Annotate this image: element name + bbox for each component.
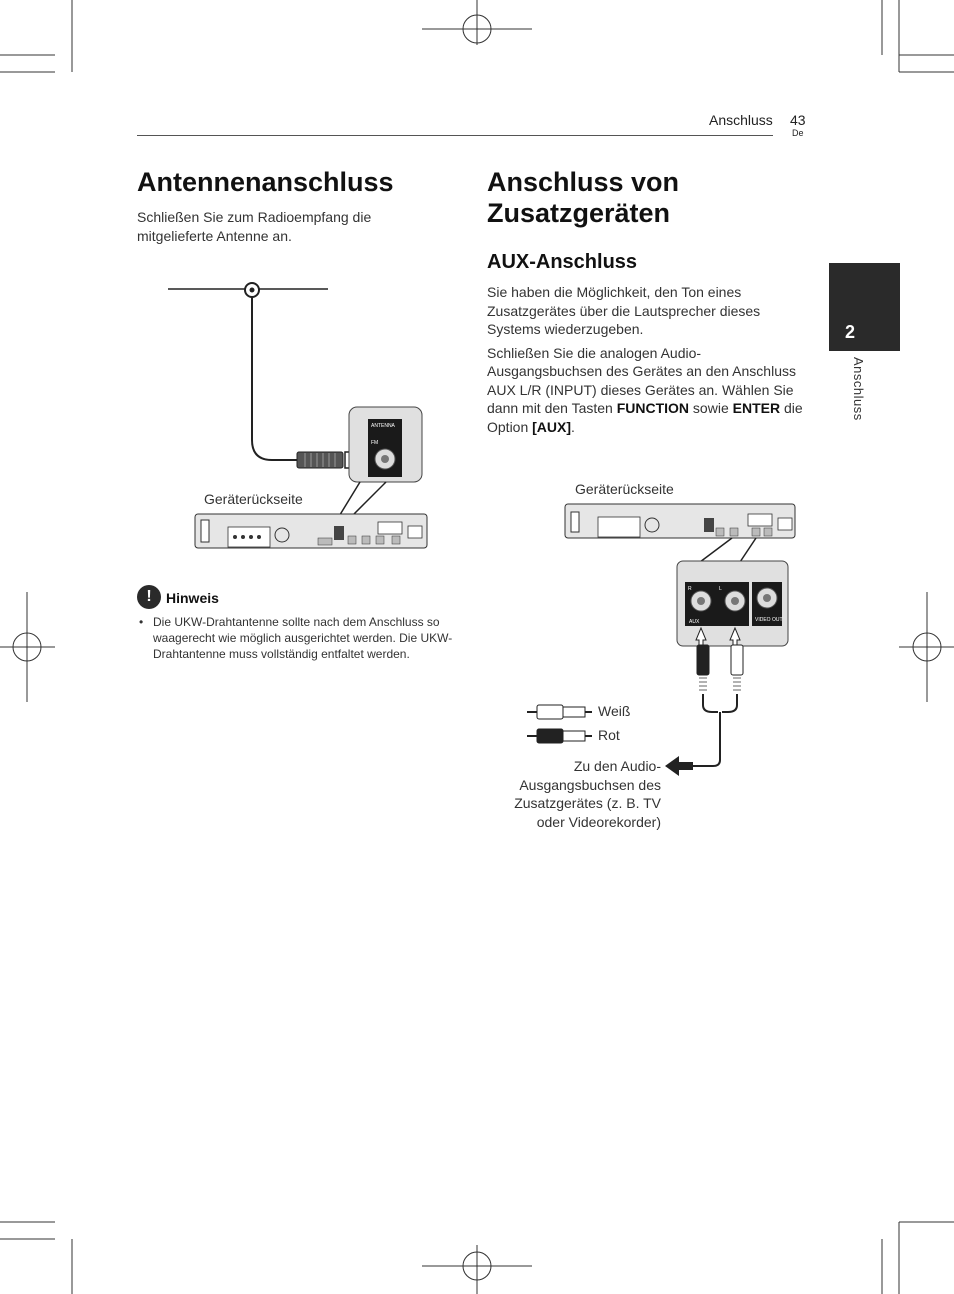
antenna-intro: Schließen Sie zum Radioempfang die mitgelieferte Antenne an.	[137, 209, 372, 244]
chapter-label: Anschluss	[851, 357, 866, 421]
panel-antenna-label: ANTENNA	[371, 423, 395, 429]
language-code: De	[792, 128, 804, 138]
antenna-rear-label: Geräterückseite	[204, 491, 303, 507]
panel-video-out-label: VIDEO OUT	[755, 617, 783, 623]
panel-r-label: R	[688, 586, 692, 592]
aux-subtitle: AUX-Anschluss	[487, 251, 638, 273]
panel-l-label: L	[719, 586, 722, 592]
aux-para2: Schließen Sie die analogen Audio-Ausgangsbuchsen des Gerätes an den Anschluss AUX L/R (INPUT) dieses Gerätes an. Wählen Sie dann mit den Tasten FUNCTION sowie ENTER die Option [AUX].	[487, 344, 803, 435]
white-plug-label: Weiß	[598, 703, 631, 719]
header-section-title: Anschluss	[709, 112, 773, 128]
panel-aux-label: AUX	[689, 619, 700, 625]
note-item: • Die UKW-Drahtantenne sollte nach dem Anschluss so waagerecht wie möglich ausgerichtet werden. Die UKW-Drahtantenne muss vollständig entfaltet werden.	[137, 614, 462, 662]
note-title: Hinweis	[166, 590, 219, 606]
page-number: 43	[790, 112, 806, 128]
antenna-section-title: Antennenanschluss	[137, 167, 394, 197]
enter-key: ENTER	[732, 400, 781, 416]
function-key: FUNCTION	[616, 400, 690, 416]
chapter-number: 2	[845, 322, 856, 342]
aux-section-title-line1: Anschluss von	[487, 167, 680, 197]
aux-option: [AUX]	[532, 418, 572, 435]
aux-para1: Sie haben die Möglichkeit, den Ton eines Zusatzgerätes über die Lautsprecher dieses Systems wiederzugeben.	[487, 284, 761, 337]
note-icon: !	[137, 585, 161, 609]
aux-rear-label: Geräterückseite	[575, 481, 674, 497]
red-plug-label: Rot	[598, 727, 620, 743]
panel-fm-label: FM	[371, 440, 379, 446]
aux-section-title-line2: Zusatzgeräten	[487, 198, 671, 228]
destination-caption: Zu den Audio- Ausgangsbuchsen des Zusatzgerätes (z. B. TV oder Videorekorder)	[514, 758, 661, 830]
